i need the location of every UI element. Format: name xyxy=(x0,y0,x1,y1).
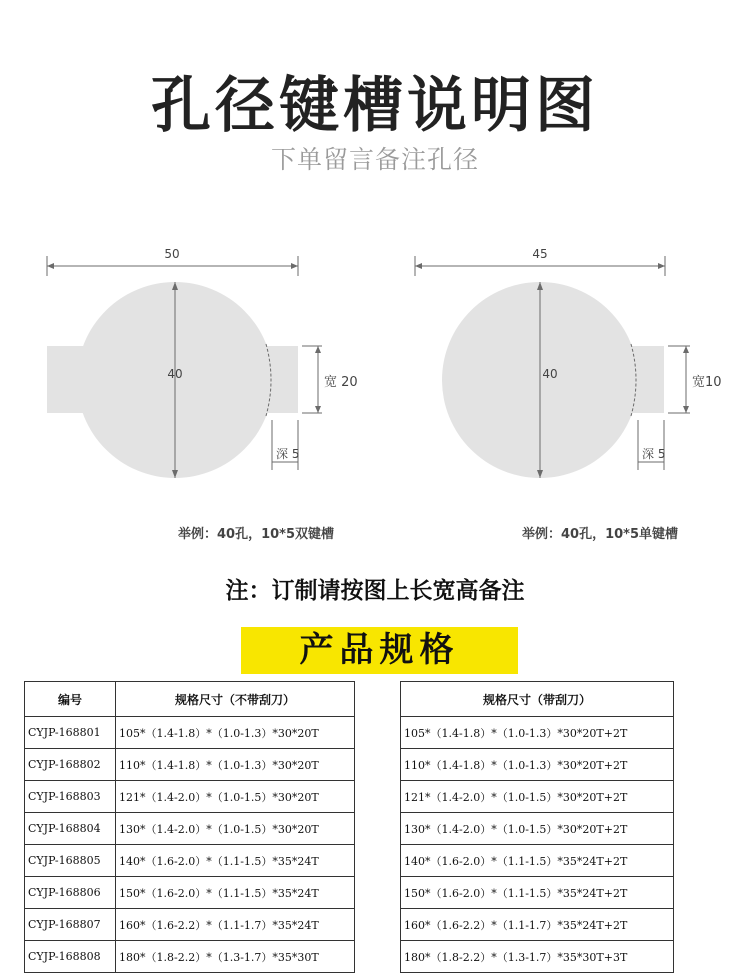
spec-cell: 110*（1.4-1.8）*（1.0-1.3）*30*20T xyxy=(116,749,355,781)
table-row xyxy=(401,717,674,749)
spec-cell: 130*（1.4-2.0）*（1.0-1.5）*30*20T xyxy=(116,813,355,845)
slot-width-label: 宽 20 xyxy=(324,375,358,390)
spec-cell: 105*（1.4-1.8）*（1.0-1.3）*30*20T xyxy=(116,717,355,749)
product-code-cell: CYJP-168802 xyxy=(25,749,116,781)
spec-cell: 150*（1.6-2.0）*（1.1-1.5）*35*24T+2T xyxy=(401,877,674,909)
product-code-cell: CYJP-168806 xyxy=(25,877,116,909)
page-subtitle: 下单留言备注孔径 xyxy=(270,145,479,174)
table-row xyxy=(401,941,674,973)
diameter-label: 40 xyxy=(542,367,558,381)
table-row xyxy=(401,877,674,909)
spec-cell: 110*（1.4-1.8）*（1.0-1.3）*30*20T+2T xyxy=(401,749,674,781)
table-row xyxy=(25,845,355,877)
custom-order-note: 注：订制请按图上长宽高备注 xyxy=(225,578,525,604)
table-row xyxy=(401,813,674,845)
spec-cell: 140*（1.6-2.0）*（1.1-1.5）*35*24T+2T xyxy=(401,845,674,877)
spec-cell: 105*（1.4-1.8）*（1.0-1.3）*30*20T+2T xyxy=(401,717,674,749)
table-row xyxy=(401,909,674,941)
slot-width-label: 宽10 xyxy=(692,375,722,390)
spec-cell: 140*（1.6-2.0）*（1.1-1.5）*35*24T xyxy=(116,845,355,877)
spec-cell: 180*（1.8-2.2）*（1.3-1.7）*35*30T xyxy=(116,941,355,973)
table-row xyxy=(25,909,355,941)
table-row xyxy=(25,941,355,973)
table-row xyxy=(25,877,355,909)
spec-cell: 160*（1.6-2.2）*（1.1-1.7）*35*24T xyxy=(116,909,355,941)
width-dimension-label: 45 xyxy=(532,247,548,261)
product-code-cell: CYJP-168807 xyxy=(25,909,116,941)
product-code-cell: CYJP-168805 xyxy=(25,845,116,877)
table-header-row xyxy=(401,682,674,717)
spec-cell: 130*（1.4-2.0）*（1.0-1.5）*30*20T+2T xyxy=(401,813,674,845)
product-code-cell: CYJP-168808 xyxy=(25,941,116,973)
product-code-cell: CYJP-168803 xyxy=(25,781,116,813)
spec-cell: 121*（1.4-2.0）*（1.0-1.5）*30*20T xyxy=(116,781,355,813)
column-header-spec: 规格尺寸（不带刮刀） xyxy=(116,682,355,717)
table-row xyxy=(401,781,674,813)
diagram-caption: 举例：40孔，10*5双键槽 xyxy=(178,527,335,542)
product-code-cell: CYJP-168801 xyxy=(25,717,116,749)
spec-cell: 150*（1.6-2.0）*（1.1-1.5）*35*24T xyxy=(116,877,355,909)
table-row xyxy=(25,813,355,845)
spec-table-with-scraper xyxy=(400,681,674,973)
spec-cell: 160*（1.6-2.2）*（1.1-1.7）*35*24T+2T xyxy=(401,909,674,941)
table-row xyxy=(25,717,355,749)
product-spec-banner: 产品规格 xyxy=(241,627,518,674)
table-row xyxy=(401,749,674,781)
table-header-row xyxy=(25,682,355,717)
diagram-caption: 举例：40孔，10*5单键槽 xyxy=(522,527,679,542)
page-title: 孔径键槽说明图 xyxy=(151,71,599,141)
table-row xyxy=(25,781,355,813)
spec-table-without-scraper xyxy=(24,681,355,973)
spec-cell: 180*（1.8-2.2）*（1.3-1.7）*35*30T+3T xyxy=(401,941,674,973)
diameter-label: 40 xyxy=(167,367,183,381)
slot-depth-label: 深 5 xyxy=(642,447,666,461)
width-dimension-label: 50 xyxy=(164,247,180,261)
table-row xyxy=(401,845,674,877)
spec-cell: 121*（1.4-2.0）*（1.0-1.5）*30*20T+2T xyxy=(401,781,674,813)
slot-depth-label: 深 5 xyxy=(276,447,300,461)
column-header-code: 编号 xyxy=(25,682,116,717)
table-row xyxy=(25,749,355,781)
product-code-cell: CYJP-168804 xyxy=(25,813,116,845)
column-header-spec-with-scraper: 规格尺寸（带刮刀） xyxy=(401,682,674,717)
